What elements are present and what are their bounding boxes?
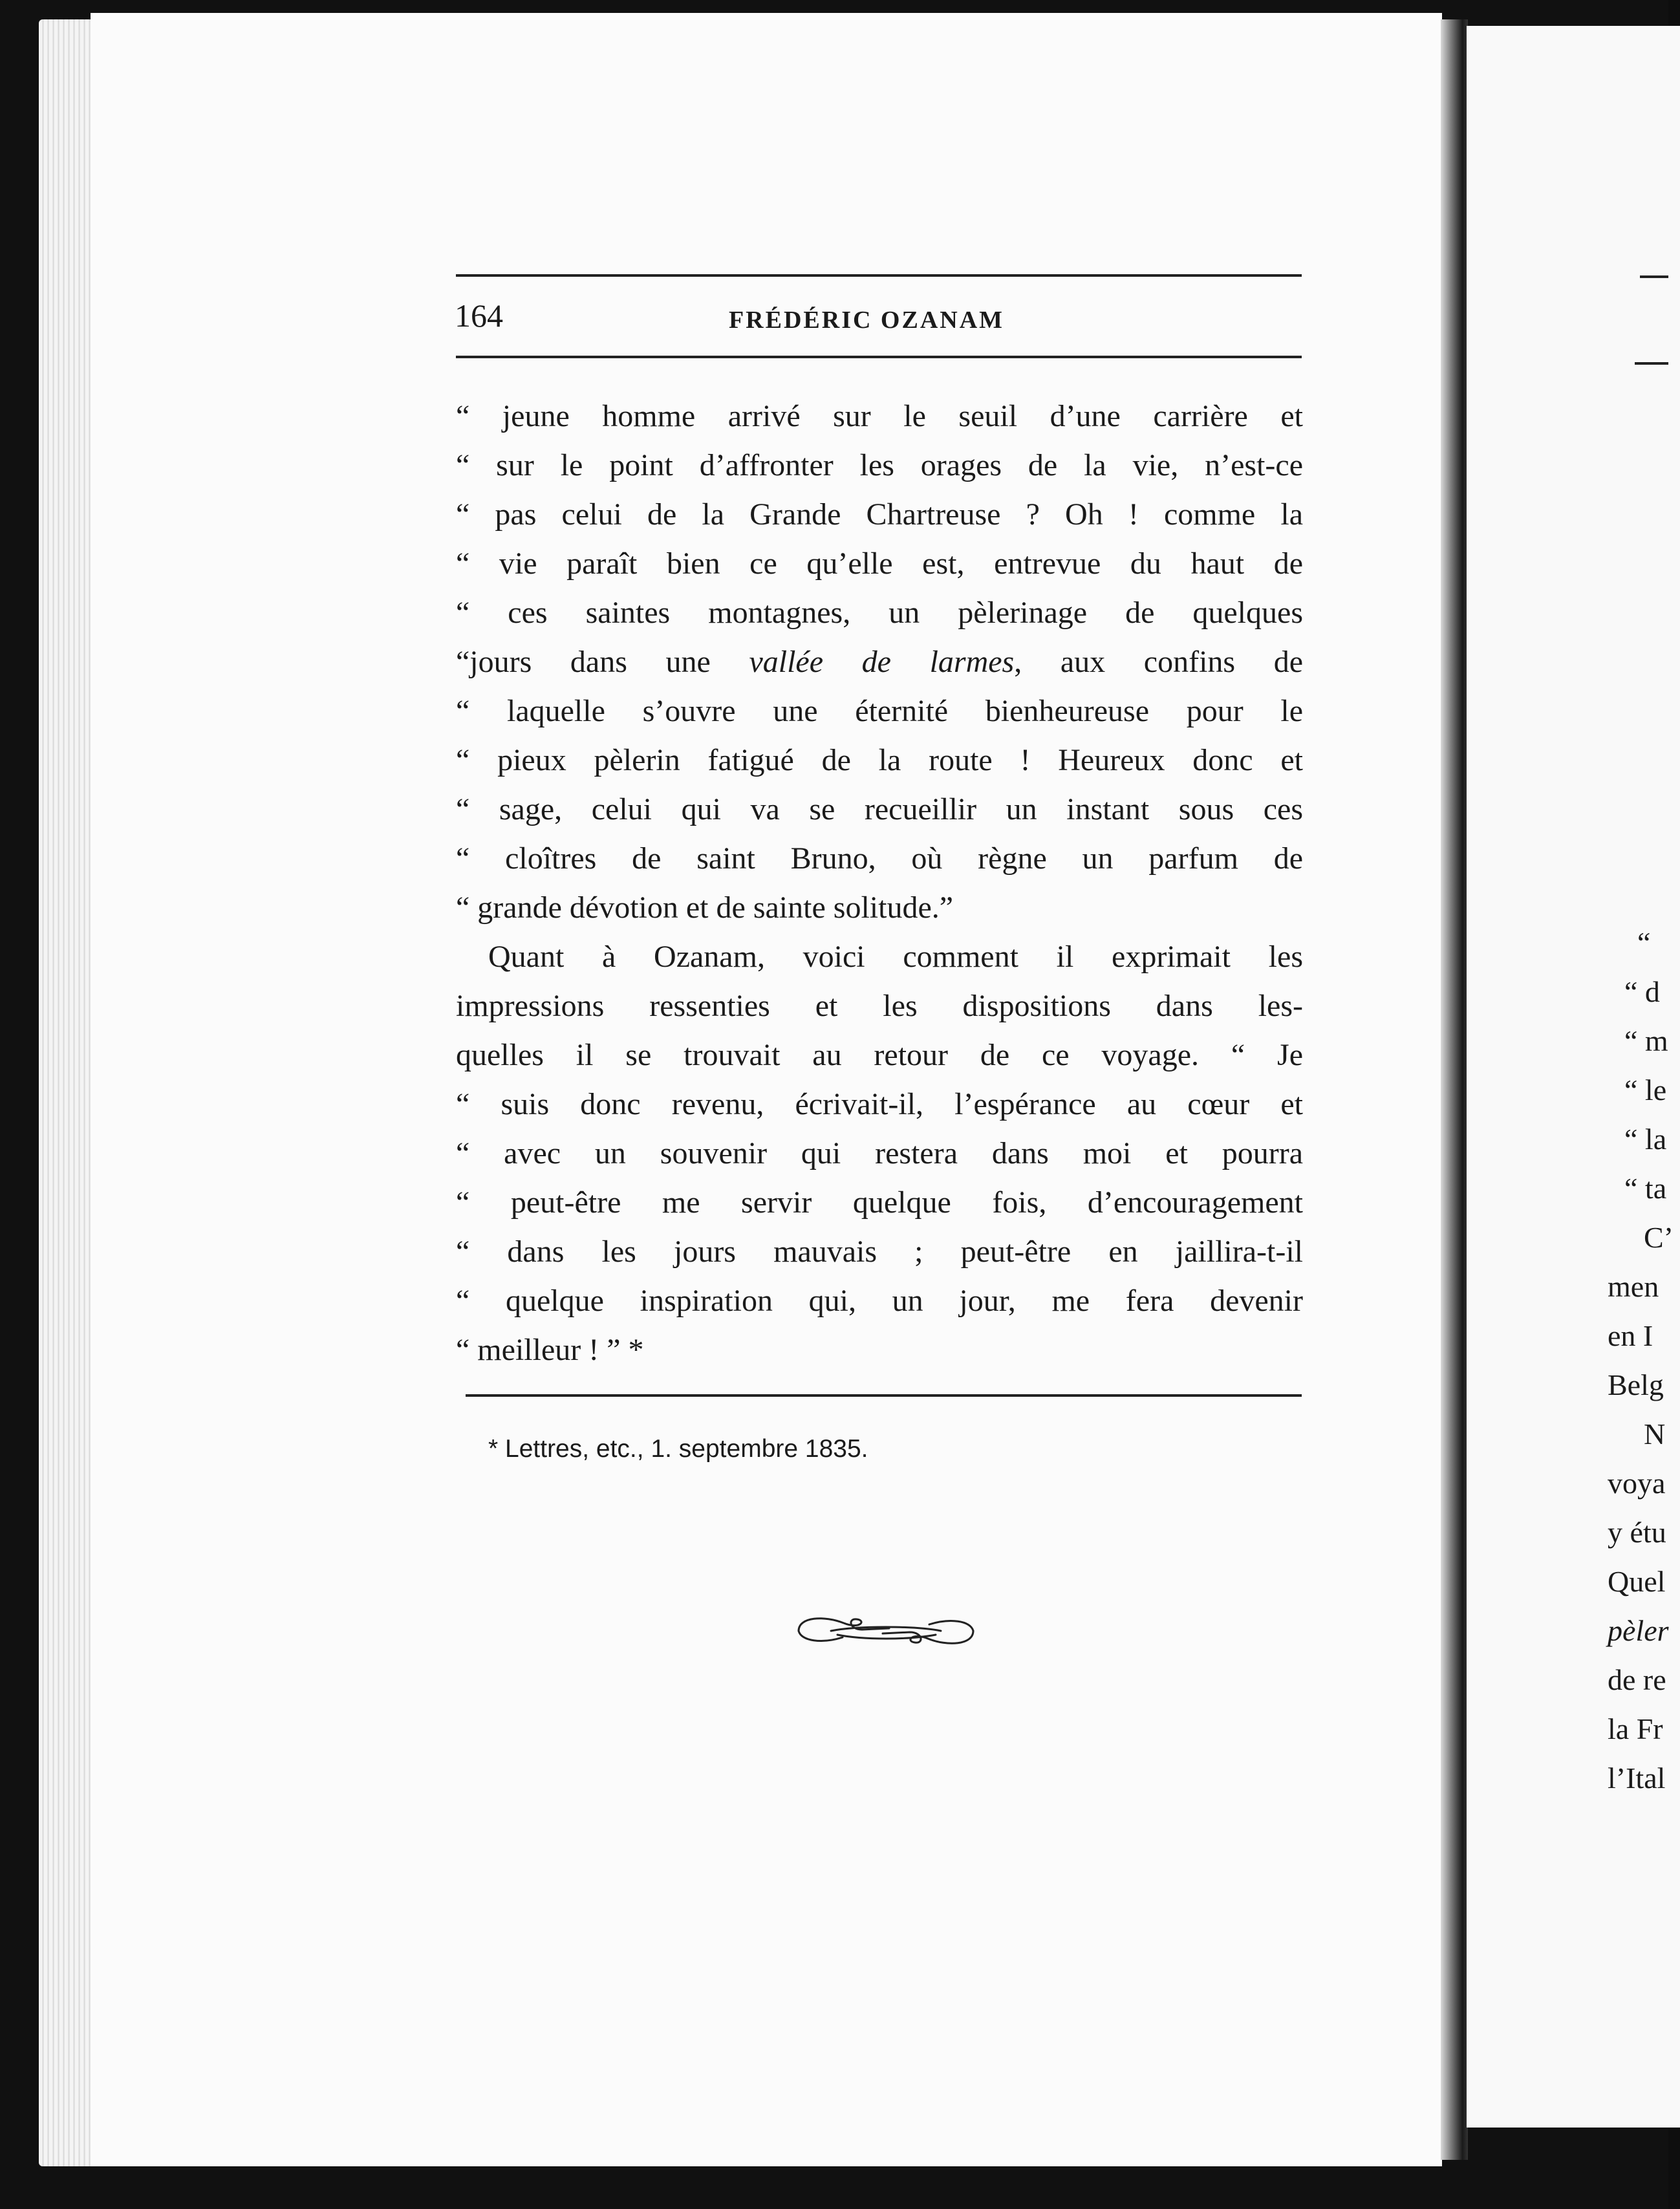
right-page-fragment: pèler <box>1608 1614 1669 1647</box>
text-line: impressions ressenties et les dispositions dans les- <box>456 989 1303 1023</box>
right-header-rule-top <box>1640 275 1668 278</box>
right-page-fragment: “ la <box>1624 1123 1667 1156</box>
text-line: “ peut-être me servir quelque fois, d’encouragement <box>456 1185 1303 1220</box>
right-page-fragment: de re <box>1608 1663 1666 1696</box>
right-page-fragment: Quel <box>1608 1565 1666 1598</box>
right-page-fragment: “ le <box>1624 1073 1667 1106</box>
page-number: 164 <box>455 297 503 334</box>
text-line: “ avec un souvenir qui restera dans moi et pourra <box>456 1136 1303 1170</box>
text-line: “ dans les jours mauvais ; peut-être en jaillira-t-il <box>456 1234 1303 1269</box>
text-line: “ laquelle s’ouvre une éternité bienheureuse pour le <box>456 694 1303 728</box>
right-page-fragment: voya <box>1608 1467 1666 1500</box>
text-line: “ meilleur ! ” * <box>456 1333 644 1367</box>
right-header-rule-bottom <box>1635 362 1668 365</box>
right-page-fragment: en I <box>1608 1319 1653 1352</box>
book-gutter <box>1441 19 1468 2160</box>
text-line: “ pieux pèlerin fatigué de la route ! Heureux donc et <box>456 743 1303 777</box>
right-page-fragment: l’Ital <box>1608 1762 1666 1794</box>
ornamental-scroll-icon <box>786 1604 986 1655</box>
running-head: FRÉDÉRIC OZANAM <box>728 307 1005 334</box>
page-edges <box>39 19 97 2166</box>
body-text <box>456 392 1303 1375</box>
paragraph-start-line: Quant à Ozanam, voici comment il exprimait les <box>488 940 1303 974</box>
text-line: “ suis donc revenu, écrivait-il, l’espérance au cœur et <box>456 1087 1303 1121</box>
right-page-fragment: “ m <box>1624 1024 1668 1057</box>
text-line-with-italic <box>456 638 1303 687</box>
text-segment: “jours dans une <box>456 645 749 679</box>
right-page-fragment: la Fr <box>1608 1712 1663 1745</box>
text-line: “ jeune homme arrivé sur le seuil d’une carrière et <box>456 399 1303 433</box>
right-page-fragment: C’ <box>1644 1221 1674 1254</box>
text-line: “ grande dévotion et de sainte solitude.” <box>456 890 954 925</box>
header-rule-bottom <box>456 356 1302 358</box>
right-page-fragment: men <box>1608 1270 1659 1303</box>
right-page-fragment: “ d <box>1624 975 1660 1008</box>
footnote-rule <box>466 1394 1302 1397</box>
text-line: “ ces saintes montagnes, un pèlerinage de quelques <box>456 596 1303 630</box>
text-line: “ sage, celui qui va se recueillir un instant sous ces <box>456 792 1303 826</box>
text-line: quelles il se trouvait au retour de ce voyage. “ Je <box>456 1038 1303 1072</box>
right-page-fragment: N <box>1644 1417 1666 1450</box>
right-page-fragment: “ ta <box>1624 1172 1667 1205</box>
footnote: * Lettres, etc., 1. septembre 1835. <box>488 1435 868 1463</box>
text-line: “ vie paraît bien ce qu’elle est, entrevue du haut de <box>456 546 1303 581</box>
italic-phrase: vallée de larmes <box>749 645 1015 679</box>
right-page-fragment: y étu <box>1608 1516 1666 1549</box>
text-line: “ cloîtres de saint Bruno, où règne un parfum de <box>456 841 1303 876</box>
text-line: “ quelque inspiration qui, un jour, me fera devenir <box>456 1284 1303 1318</box>
text-segment: , aux confins de <box>1014 645 1304 679</box>
text-line: “ sur le point d’affronter les orages de la vie, n’est-ce <box>456 448 1303 482</box>
text-line: “ pas celui de la Grande Chartreuse ? Oh ! comme la <box>456 497 1303 532</box>
right-page-fragment: “ <box>1637 926 1651 959</box>
header-rule-top <box>456 274 1302 277</box>
right-page-fragment: Belg <box>1608 1368 1664 1401</box>
